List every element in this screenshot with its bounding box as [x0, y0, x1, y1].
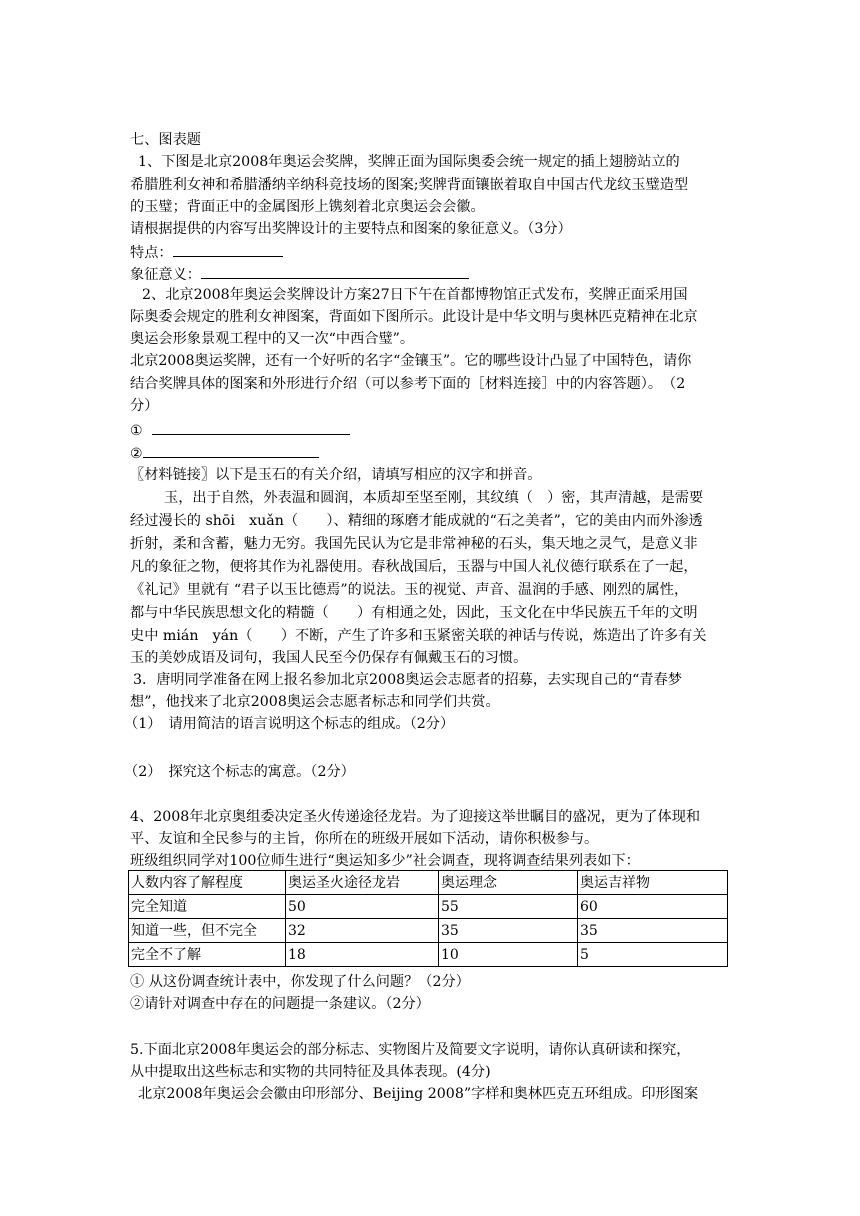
- q1-line: 希腊胜利女神和希腊潘纳辛纳科竞技场的图案;奖牌背面镶嵌着取自中国古代龙纹玉璧造型: [130, 177, 689, 193]
- q4-line: 平、友谊和全民参与的主旨，你所在的班级开展如下活动，请你积极参与。: [130, 831, 599, 847]
- material-title: 〖材料链接〗以下是玉石的有关介绍，请填写相应的汉字和拼音。: [130, 467, 542, 483]
- q1-feature-row: [130, 241, 283, 263]
- q1-feature-answer-blank[interactable]: [173, 241, 283, 257]
- table-header-cell: 奥运理念: [439, 871, 578, 895]
- table-row: [129, 943, 728, 967]
- q2-answer-row-1: [130, 419, 350, 441]
- table-cell: 35: [439, 919, 578, 943]
- table-cell: 18: [286, 943, 439, 967]
- survey-table: [128, 870, 728, 967]
- table-row: [129, 919, 728, 943]
- table-cell: 35: [578, 919, 728, 943]
- q2-answer-marker-2: ②: [130, 446, 143, 462]
- q2-line: 结合奖牌具体的图案和外形进行介绍（可以参考下面的［材料连接］中的内容答题）。 （2: [130, 376, 686, 392]
- table-cell: 5: [578, 943, 728, 967]
- q4-line: 4、2008年北京奥组委决定圣火传递途径龙岩。为了迎接这举世瞩目的盛况，更为了体现和: [130, 809, 701, 825]
- q1-meaning-row: [130, 263, 469, 285]
- table-cell: 完全知道: [129, 895, 286, 919]
- table-header-cell: 奥运吉祥物: [578, 871, 728, 895]
- material-line: 都与中华民族思想文化的精髓（ ）有相通之处，因此，玉文化在中华民族五千年的文明: [130, 605, 698, 621]
- q2-answer-blank-1[interactable]: [152, 419, 350, 435]
- q4-line: 班级组织同学对100位师生进行“奥运知多少”社会调查，现将调查结果列表如下：: [130, 853, 640, 869]
- q5-line: 北京2008年奥运会会徽由印形部分、Beijing 2008”字样和奥林匹克五环组成。印形图案: [138, 1086, 699, 1102]
- q1-meaning-answer-blank[interactable]: [201, 263, 469, 279]
- table-cell: 50: [286, 895, 439, 919]
- material-line: 玉，出于自然，外表温和圆润，本质却至坚至刚，其纹缜（ ）密，其声清越，是需要: [164, 490, 704, 506]
- q2-answer-blank-2[interactable]: [143, 442, 319, 458]
- table-row: [129, 895, 728, 919]
- section-title: 七、图表题: [130, 132, 201, 148]
- table-cell: 60: [578, 895, 728, 919]
- q5-line: 5.下面北京2008年奥运会的部分标志、实物图片及简要文字说明，请你认真研读和探究，: [130, 1042, 691, 1058]
- material-line: 凡的象征之物，便将其作为礼器使用。春秋战国后，玉器与中国人礼仪德行联系在了一起，: [130, 559, 698, 575]
- q2-line: 际奥委会规定的胜利女神图案，背面如下图所示。此设计是中华文明与奥林匹克精神在北京: [130, 309, 698, 325]
- q2-line: 分）: [130, 398, 159, 414]
- table-cell: 10: [439, 943, 578, 967]
- table-cell: 知道一些，但不完全: [129, 919, 286, 943]
- q3-line: 3．唐明同学准备在网上报名参加北京2008奥运会志愿者的招募，去实现自己的“青春梦: [133, 672, 682, 688]
- table-header-cell: 人数内容了解程度: [129, 871, 286, 895]
- material-line: 玉的美妙成语及词句，我国人民至今仍保存有佩戴玉石的习惯。: [130, 650, 528, 666]
- q5-line: 从中提取出这些标志和实物的共同特征及具体表现。(4分): [130, 1064, 491, 1080]
- q2-line: 2、北京2008年奥运会奖牌设计方案27日下午在首都博物馆正式发布，奖牌正面采用国: [142, 287, 688, 303]
- table-header-cell: 奥运圣火途径龙岩: [286, 871, 439, 895]
- material-line: 折射，柔和含蓄，魅力无穷。我国先民认为它是非常神秘的石头，集天地之灵气，是意义非: [130, 536, 698, 552]
- table-cell: 32: [286, 919, 439, 943]
- material-line: 《礼记》里就有 “君子以玉比德焉”的说法。玉的视觉、声音、温润的手感、刚烈的属性，: [130, 582, 689, 598]
- q3-sub-question-2: （2） 探究这个标志的寓意。（2分）: [124, 764, 355, 780]
- q3-line: 想”，他找来了北京2008奥运会志愿者标志和同学们共赏。: [130, 694, 500, 710]
- table-cell: 完全不了解: [129, 943, 286, 967]
- q2-line: 奥运会形象景观工程中的又一次“中西合璧”。: [130, 331, 415, 347]
- q1-line: 的玉璧；背面正中的金属图形上镌刻着北京奥运会会徽。: [130, 199, 485, 215]
- q1-question: 请根据提供的内容写出奖牌设计的主要特点和图案的象征意义。（3分）: [130, 221, 572, 237]
- material-line: 史中 mián yán（ ）不断，产生了许多和玉紧密关联的神话与传说，炼造出了许多有关: [130, 628, 707, 644]
- q1-meaning-label: 象征意义：: [130, 267, 201, 283]
- q1-feature-label: 特点：: [130, 245, 173, 261]
- q2-line: 北京2008奥运奖牌，还有一个好听的名字“金镶玉”。它的哪些设计凸显了中国特色，请你: [130, 353, 692, 369]
- q3-sub-question-1: （1） 请用简洁的语言说明这个标志的组成。（2分）: [124, 716, 455, 732]
- q4-follow-up: ②请针对调查中存在的问题提一条建议。（2分）: [130, 996, 430, 1012]
- q4-follow-up: ① 从这份调查统计表中，你发现了什么问题？（2分）: [130, 974, 470, 990]
- q2-answer-row-2: [130, 442, 319, 464]
- material-line: 经过漫长的 shōi xuǎn（ ）、精细的琢磨才能成就的“石之美者”，它的美由内而外渗透: [130, 513, 703, 529]
- table-cell: 55: [439, 895, 578, 919]
- table-header-row: [129, 871, 728, 895]
- q1-line: 1、下图是北京2008年奥运会奖牌，奖牌正面为国际奥委会统一规定的插上翅膀站立的: [138, 154, 680, 170]
- q2-answer-marker-1: ①: [130, 423, 143, 439]
